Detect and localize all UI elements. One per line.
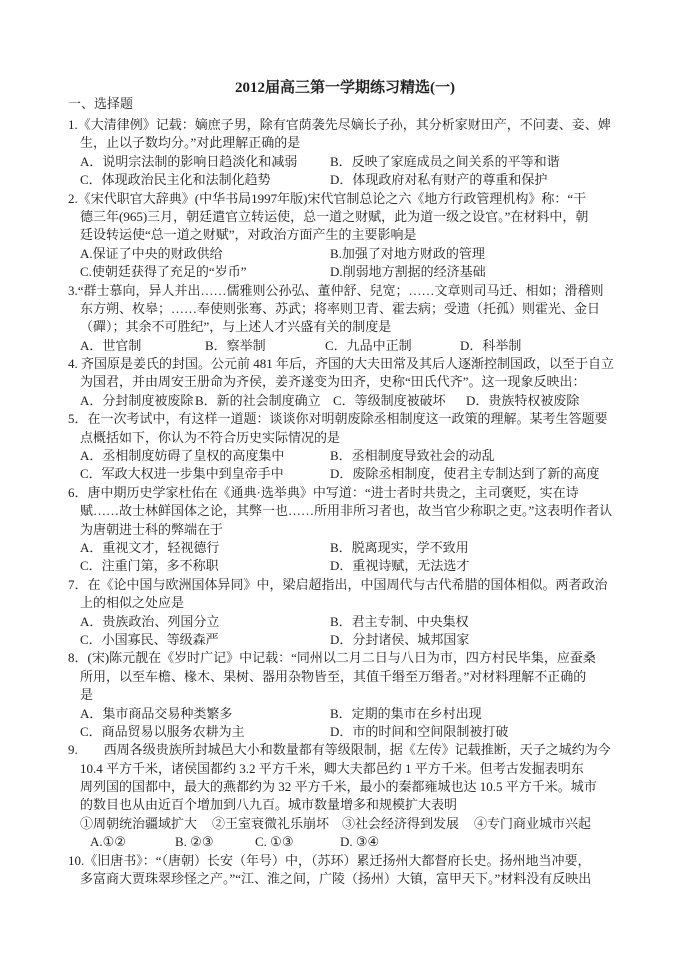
question-2-stem-line: 廷设转运使“总一道之财赋”，对政治方面产生的主要影响是 (80, 227, 417, 243)
question-3-option-d: D．科举制 (460, 337, 522, 353)
question-10-stem-line: 10.《旧唐书》：“（唐朝）长安（年号）中，（苏环）累迁扬州大都督府长史。扬州地当冲要， (68, 852, 591, 868)
question-8-option-c: C．商品贸易以服务农耕为主 (80, 723, 245, 739)
question-9-statements-row (0, 815, 660, 833)
question-8-options-row (0, 705, 660, 723)
question-4-stem-line: 为国君，并由周安王册命为齐侯，姜齐遂变为田齐，史称“田氏代齐”。这一现象反映出： (80, 374, 586, 390)
question-3-option-b: B．察举制 (205, 337, 266, 353)
question-2-option-d: D.削弱地方割据的经济基础 (330, 264, 486, 280)
question-6-option-d: D．重视诗赋，无法选才 (330, 558, 470, 574)
question-4-stem-line: 4. 齐国原是姜氏的封国。公元前 481 年后，齐国的大夫田常及其后人逐渐控制国政，以至于自立 (68, 356, 615, 372)
question-2-options-row (0, 263, 660, 281)
question-5-option-c: C．军政大权进一步集中到皇帝手中 (80, 466, 284, 482)
question-6-options-row (0, 539, 660, 557)
question-1-stem-line: 生，止以子数均分。”对此理解正确的是 (80, 135, 301, 151)
question-9-statement-2: ②王室衰微礼乐崩坏 (212, 815, 330, 831)
question-4-option-a: A．分封制度被废除 (80, 392, 194, 408)
question-9-stem-line: 9. 西周各级贵族所封城邑大小和数量都有等级限制，据《左传》记载推断，天子之城约为今 (68, 742, 611, 758)
question-8-stem-line: 是 (80, 687, 94, 703)
question-4-option-c: C．等级制度被破坏 (333, 392, 446, 408)
question-7-options-row (0, 631, 660, 649)
question-3-option-c: C．九品中正制 (325, 337, 412, 353)
question-9-options-row (0, 833, 660, 851)
question-4-option-b: B．新的社会制度确立 (195, 392, 321, 408)
question-6-option-c: C．注重门第，多不称职 (80, 558, 219, 574)
question-9-statement-3: ③社会经济得到发展 (342, 815, 460, 831)
question-1-option-d: D．体现政府对私有财产的尊重和保护 (330, 172, 548, 188)
question-2-stem-line: 2.《宋代职官大辞典》(中华书局1997年版)宋代官制总论之六《地方行政管理机构》称：“干 (68, 190, 587, 206)
question-10-stem-line: 多富商大贾珠翠珍怪之产。”“江、淮之间，广陵（扬州）大镇，富甲天下。”材料没有反映出 (80, 871, 592, 887)
question-9-option-d: D. ③④ (340, 834, 380, 850)
question-2-stem-line: 德三年(965)三月，朝廷遣官立转运使，总一道之财赋，此为道一级之设官。”在材料中，朝 (80, 208, 589, 224)
question-4-option-d: D．贵族特权被废除 (466, 392, 580, 408)
question-3-stem-line: 东方朔、枚皋；……奉使则张骞、苏武；将率则卫青、霍去病；受遗（托孤）则霍光、金日 (80, 300, 601, 316)
question-6-options-row (0, 557, 660, 575)
question-3-stem-line: （磾）；其余不可胜纪”，与上述人才兴盛有关的制度是 (80, 319, 392, 335)
question-9-option-a: A.①② (90, 834, 126, 850)
question-2-option-a: A.保证了中央的财政供给 (80, 245, 223, 261)
question-5-options-row (0, 465, 660, 483)
question-9-stem-line: 10.4 平方千米，诸侯国都约 3.2 平方千米，卿大夫都邑约 1 平方千米。但考古发掘表明东 (80, 760, 584, 776)
question-1-options-row (0, 153, 660, 171)
question-3-stem-line: 3.“群士慕向，异人并出……儒雅则公孙弘、董仲舒、兒宽；……文章则司马迁、相如；滑稽则 (68, 282, 604, 298)
question-7-option-b: B．君主专制、中央集权 (330, 613, 469, 629)
question-9-option-c: C. ①③ (255, 834, 294, 850)
question-1-option-c: C．体现政治民主化和法制化趋势 (80, 172, 271, 188)
question-1-options-row (0, 171, 660, 189)
question-4-options-row (0, 392, 660, 410)
question-8-option-b: B．定期的集市在乡村出现 (330, 705, 482, 721)
question-1-stem-line: 1.《大清律例》记载：嫡庶子男，除有官荫袭先尽嫡长子孙，其分析家财田产，不问妻、妾、婢 (68, 117, 611, 132)
question-6-stem-line: 6．唐中期历史学家杜佑在《通典·选举典》中写道：“进士者时共贵之，主司褒贬，实在诗 (68, 484, 579, 500)
question-9-statement-4: ④专门商业城市兴起 (474, 815, 592, 831)
question-3-options-row (0, 337, 660, 355)
question-5-option-b: B．丞相制度导致社会的动乱 (330, 448, 495, 464)
question-5-options-row (0, 447, 660, 465)
question-6-stem-line: 赋……故士林鲜国体之论，其弊一也……所用非所习者也，故当官少称职之吏。”这表明作者认 (80, 503, 613, 519)
question-7-stem-line: 上的相似之处应是 (80, 595, 185, 611)
section-heading: 一、选择题 (68, 96, 134, 111)
question-8-stem-line: 所用，以至车檐、椽木、果树、器用杂物皆至，其值千缗至万缗者。”对材料理解不正确的 (80, 668, 587, 684)
question-8-options-row (0, 723, 660, 741)
page-title: 2012届高三第一学期练习精选(一) (235, 80, 455, 96)
question-9-stem-line: 的数目也从由近百个增加到八九百。城市数量增多和规模扩大表明 (80, 797, 458, 813)
question-7-options-row (0, 613, 660, 631)
question-9-stem-line: 周列国的国都中，最大的燕都约为 32 平方千米，最小的秦都雍城也达 10.5 平方千米。城市 (80, 779, 597, 795)
question-2-option-b: B.加强了对地方财政的管理 (330, 245, 485, 261)
question-6-option-b: B．脱离现实，学不致用 (330, 539, 469, 555)
question-9-option-b: B. ②③ (175, 834, 214, 850)
question-1-option-a: A．说明宗法制的影响日趋淡化和减弱 (80, 153, 298, 169)
question-8-stem-line: 8．(宋)陈元靓在《岁时广记》中记载：“同州以二月二日与八日为市，四方村民毕集，应蚕桑 (68, 650, 596, 666)
question-5-stem-line: 点概括如下，你认为不符合历史实际情况的是 (80, 429, 341, 445)
question-list (0, 116, 700, 888)
question-7-stem-line: 7．在《论中国与欧洲国体异同》中，梁启超指出，中国周代与古代希腊的国体相似。两者政治 (68, 576, 608, 592)
question-7-option-a: A．贵族政治、列国分立 (80, 613, 220, 629)
question-5-option-a: A．丞相制度妨碍了皇权的高度集中 (80, 448, 285, 464)
question-3-option-a: A．世官制 (80, 337, 142, 353)
question-8-option-d: D．市的时间和空间限制被打破 (330, 723, 509, 739)
question-1-option-b: B．反映了家庭成员之间关系的平等和谐 (330, 153, 560, 169)
question-2-options-row (0, 245, 660, 263)
question-7-option-d: D．分封诸侯、城邦国家 (330, 631, 470, 647)
question-6-option-a: A．重视文才，轻视德行 (80, 539, 220, 555)
question-8-option-a: A．集市商品交易种类繁多 (80, 705, 233, 721)
question-6-stem-line: 为唐朝进士科的弊端在于 (80, 521, 224, 537)
question-9-statement-1: ①周朝统治疆域扩大 (80, 815, 198, 831)
question-5-stem-line: 5．在一次考试中，有这样一道题：谈谈你对明朝废除丞相制度这一政策的理解。某考生答题要 (68, 411, 608, 427)
question-7-option-c: C．小国寡民、等级森严 (80, 631, 219, 647)
question-5-option-d: D．废除丞相制度，使君主专制达到了新的高度 (330, 466, 600, 482)
question-2-option-c: C.使朝廷获得了充足的“岁币” (80, 264, 247, 280)
